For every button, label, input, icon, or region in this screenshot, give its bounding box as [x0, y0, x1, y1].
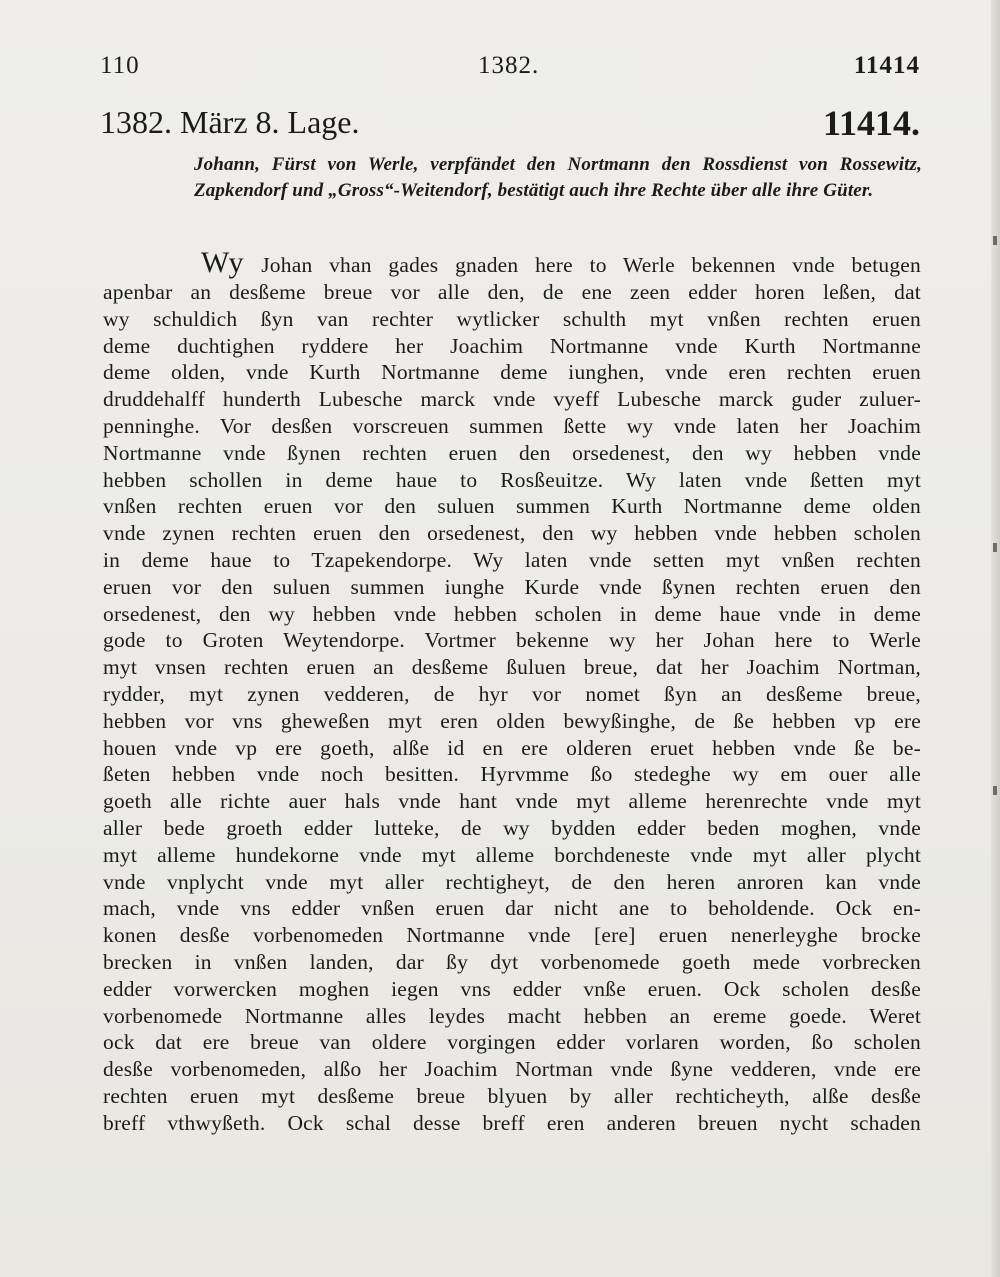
page-edge	[991, 0, 1000, 1277]
body-line: vnde zynen rechten eruen den orsedenest, den wy hebben vnde hebben scholen	[103, 521, 921, 546]
body-line: vorbenomede Nortmanne alles leydes macht hebben an ereme goede. Weret	[103, 1003, 921, 1028]
edge-mark	[993, 236, 997, 245]
body-line: deme olden, vnde Kurth Nortmanne deme iunghen, vnde eren rechten eruen	[103, 360, 921, 385]
header-year: 1382.	[478, 52, 540, 79]
page-number: 110	[100, 52, 140, 79]
body-line: desße vorbenomeden, alßo her Joachim Nortman vnde ßyne vedderen, vnde ere	[103, 1057, 921, 1082]
document-summary: Johann, Fürst von Werle, verpfändet den Nortmann den Rossdienst von Rossewitz, Zapkendorf und „Gross“-Weitendorf, bestätigt auch ihre Rechte über alle ihre Güter.	[194, 154, 922, 201]
body-line: vnßen rechten eruen vor den suluen summen Kurth Nortmanne deme olden	[103, 494, 921, 519]
body-line: myt vnsen rechten eruen an desßeme ßuluen breue, dat her Joachim Nortman,	[103, 655, 921, 680]
body-line	[103, 247, 921, 279]
body-line: penninghe. Vor desßen vorscreuen summen ßette wy vnde laten her Joachim	[103, 413, 921, 438]
document-body	[103, 247, 921, 1137]
body-line: in deme haue to Tzapekendorpe. Wy laten vnde setten myt vnßen rechten	[103, 547, 921, 572]
body-line: gode to Groten Weytendorpe. Vortmer bekenne wy her Johan here to Werle	[103, 628, 921, 653]
body-line: myt alleme hundekorne vnde myt alleme borchdeneste vnde myt aller plycht	[103, 842, 921, 867]
running-header	[100, 52, 920, 86]
body-line: edder vorwercken moghen iegen vns edder vnße eruen. Ock scholen desße	[103, 976, 921, 1001]
body-line: apenbar an desßeme breue vor alle den, de ene zeen edder horen leßen, dat	[103, 280, 921, 304]
body-line: ßeten hebben vnde noch besitten. Hyrvmme ßo stedeghe wy em ouer alle	[103, 762, 921, 787]
body-line: goeth alle richte auer hals vnde hant vnde myt alleme herenrechte vnde myt	[103, 789, 921, 814]
body-line: hebben schollen in deme haue to Rosßeuitze. Wy laten vnde ßetten myt	[103, 467, 921, 492]
body-line: breff vthwyßeth. Ock schal desse breff eren anderen breuen nycht schaden	[103, 1110, 921, 1135]
body-line: eruen vor den suluen summen iunghe Kurde vnde ßynen rechten eruen den	[103, 574, 921, 599]
document-date-place: 1382. März 8. Lage.	[100, 104, 360, 140]
body-line: vnde vnplycht vnde myt aller rechtigheyt, de den heren anroren kan vnde	[103, 869, 921, 894]
body-line-text: Johan vhan gades gnaden here to Werle bekennen vnde betugen	[244, 253, 921, 277]
body-line: deme duchtighen ryddere her Joachim Nortmanne vnde Kurth Nortmanne	[103, 333, 921, 358]
body-line: aller bede groeth edder lutteke, de wy bydden edder beden moghen, vnde	[103, 815, 921, 840]
body-line: rechten eruen myt desßeme breue blyuen by aller rechticheyth, alße desße	[103, 1083, 921, 1108]
edge-mark	[993, 786, 997, 795]
body-line: ock dat ere breue van oldere vorgingen edder vorlaren worden, ßo scholen	[103, 1030, 921, 1055]
header-document-number: 11414	[853, 52, 920, 79]
body-line: konen desße vorbenomeden Nortmanne vnde [ere] eruen nenerleyghe brocke	[103, 923, 921, 948]
body-line: wy schuldich ßyn van rechter wytlicker schulth myt vnßen rechten eruen	[103, 306, 921, 331]
initial-letter: Wy	[201, 247, 245, 279]
body-line: rydder, myt zynen vedderen, de hyr vor nomet ßyn an desßeme breue,	[103, 681, 921, 706]
document-number: 11414.	[822, 103, 920, 143]
body-line: brecken in vnßen landen, dar ßy dyt vorbenomede goeth mede vorbrecken	[103, 949, 921, 974]
edge-mark	[993, 543, 997, 552]
body-line: hebben vor vns gheweßen myt eren olden bewyßinghe, de ße hebben vp ere	[103, 708, 921, 733]
body-line: mach, vnde vns edder vnßen eruen dar nicht ane to beholdende. Ock en-	[103, 896, 921, 921]
body-line: orsedenest, den wy hebben vnde hebben scholen in deme haue vnde in deme	[103, 601, 921, 626]
body-line: druddehalff hunderth Lubesche marck vnde vyeff Lubesche marck guder zuluer-	[103, 387, 921, 412]
body-line: Nortmanne vnde ßynen rechten eruen den orsedenest, den wy hebben vnde	[103, 440, 921, 465]
document-heading	[100, 104, 920, 148]
body-line: houen vnde vp ere goeth, alße id en ere olderen eruet hebben vnde ße be-	[103, 735, 921, 760]
